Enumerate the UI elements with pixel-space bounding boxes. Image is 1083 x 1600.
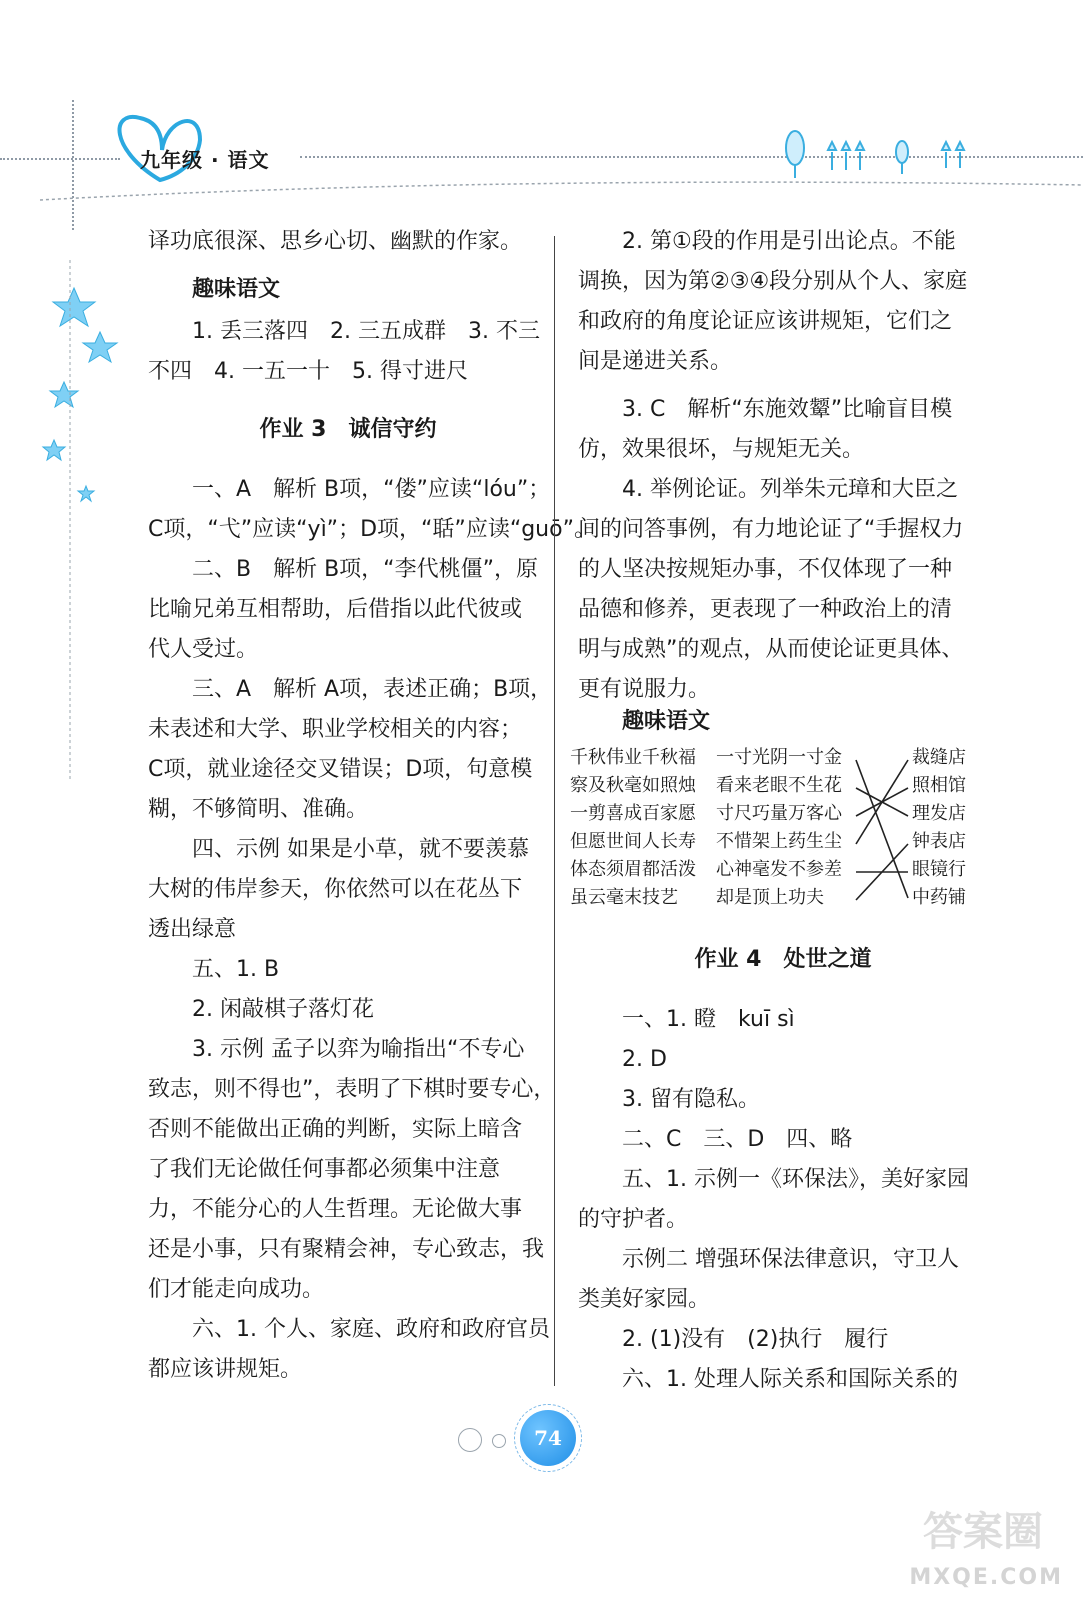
left-text-line: 四、示例 如果是小草，就不要羡慕 bbox=[192, 837, 529, 862]
matching-col3-item: 理发店 bbox=[912, 803, 966, 824]
right-text-line: 更有说服力。 bbox=[578, 677, 711, 702]
matching-col1-item: 但愿世间人长寿 bbox=[570, 831, 696, 852]
left-text-line: 一、A 解析 B项，“偻”应读“lóu”； bbox=[192, 477, 551, 502]
star-icon bbox=[50, 382, 78, 407]
right-text-line: 2. (1)没有 (2)执行 履行 bbox=[622, 1327, 889, 1352]
column-divider bbox=[554, 236, 555, 1386]
right-text-line: 趣味语文 bbox=[622, 709, 711, 734]
left-text-line: 力，不能分心的人生哲理。无论做大事 bbox=[148, 1197, 523, 1222]
left-text-line: 趣味语文 bbox=[192, 277, 281, 302]
matching-col3-item: 裁缝店 bbox=[912, 747, 966, 768]
left-text-line: 2. 闲敲棋子落灯花 bbox=[192, 997, 374, 1022]
left-text-line: 三、A 解析 A项，表述正确；B项， bbox=[192, 677, 553, 702]
star-icon bbox=[78, 486, 94, 501]
left-text-line: 译功底很深、思乡心切、幽默的作家。 bbox=[148, 229, 523, 254]
header-curve bbox=[40, 182, 1083, 200]
right-text-line: 间是递进关系。 bbox=[578, 349, 733, 374]
left-text-line: 们才能走向成功。 bbox=[148, 1277, 325, 1302]
left-text-line: 透出绿意 bbox=[148, 917, 237, 942]
left-text-line: 六、1. 个人、家庭、政府和政府官员 bbox=[192, 1317, 550, 1342]
right-text-line: 二、C 三、D 四、略 bbox=[622, 1127, 853, 1152]
left-text-line: 糊，不够简明、准确。 bbox=[148, 797, 369, 822]
watermark-url: MXQE.COM bbox=[909, 1565, 1063, 1590]
right-text-line: 六、1. 处理人际关系和国际关系的 bbox=[622, 1367, 958, 1392]
left-text-line: 否则不能做出正确的判断，实际上暗含 bbox=[148, 1117, 523, 1142]
matching-col2-item: 心神毫发不参差 bbox=[716, 859, 842, 880]
matching-col3-item: 中药铺 bbox=[912, 887, 966, 908]
right-text-line: 间的问答事例，有力地论证了“手握权力 bbox=[578, 517, 964, 542]
right-text-line: 2. 第①段的作用是引出论点。不能 bbox=[622, 229, 956, 254]
decorative-circle bbox=[492, 1434, 506, 1448]
right-text-line: 的人坚决按规矩办事，不仅体现了一种 bbox=[578, 557, 953, 582]
left-text-line: 大树的伟岸参天，你依然可以在花丛下 bbox=[148, 877, 523, 902]
left-text-line: 致志，则不得也”，表明了下棋时要专心， bbox=[148, 1077, 556, 1102]
matching-col1-item: 虽云毫末技艺 bbox=[570, 887, 678, 908]
right-text-line: 2. D bbox=[622, 1047, 667, 1072]
right-text-line: 的守护者。 bbox=[578, 1207, 689, 1232]
tulip-icons bbox=[786, 131, 964, 178]
left-text-line: 不四 4. 一五一十 5. 得寸进尺 bbox=[148, 359, 468, 384]
right-text-line: 4. 举例论证。列举朱元璋和大臣之 bbox=[622, 477, 958, 502]
page-title: 九年级 · 语文 bbox=[140, 148, 270, 172]
right-text-line: 调换，因为第②③④段分别从个人、家庭 bbox=[578, 269, 968, 294]
left-text-line: 未表述和大学、职业学校相关的内容； bbox=[148, 717, 523, 742]
left-text-line: 代人受过。 bbox=[148, 637, 259, 662]
star-icon bbox=[53, 288, 95, 326]
star-icon bbox=[43, 440, 65, 460]
left-text-line: C项，“弋”应读“yì”；D项，“聒”应读“guō”。 bbox=[148, 517, 596, 542]
matching-col3-item: 钟表店 bbox=[912, 831, 966, 852]
matching-col2-item: 一寸光阴一寸金 bbox=[716, 747, 842, 768]
decorative-circle bbox=[458, 1428, 482, 1452]
left-text-line: 都应该讲规矩。 bbox=[148, 1357, 303, 1382]
watermark bbox=[863, 1500, 1063, 1590]
left-text-line: 1. 丢三落四 2. 三五成群 3. 不三 bbox=[192, 319, 540, 344]
right-text-line: 作业 4 处世之道 bbox=[694, 947, 872, 972]
right-text-line: 明与成熟”的观点，从而使论证更具体、 bbox=[578, 637, 964, 662]
left-text-line: 比喻兄弟互相帮助，后借指以此代彼或 bbox=[148, 597, 523, 622]
left-text-line: C项，就业途径交叉错误；D项，句意模 bbox=[148, 757, 533, 782]
matching-col2-item: 不惜架上药生尘 bbox=[716, 831, 842, 852]
left-text-line: 二、B 解析 B项，“李代桃僵”，原 bbox=[192, 557, 538, 582]
right-text-line: 3. C 解析“东施效颦”比喻盲目模 bbox=[622, 397, 953, 422]
left-text-line: 五、1. B bbox=[192, 957, 280, 982]
matching-exercise bbox=[570, 746, 980, 926]
matching-col1-item: 千秋伟业千秋福 bbox=[570, 747, 696, 768]
right-text-line: 品德和修养，更表现了一种政治上的清 bbox=[578, 597, 953, 622]
right-text-line: 类美好家园。 bbox=[578, 1287, 711, 1312]
header-decoration bbox=[0, 0, 1083, 230]
page-number: 74 bbox=[520, 1410, 576, 1466]
matching-col3-item: 眼镜行 bbox=[912, 859, 966, 880]
star-decoration bbox=[0, 260, 130, 820]
matching-col3-item: 照相馆 bbox=[912, 775, 966, 796]
page-header bbox=[0, 0, 1083, 230]
right-text-line: 五、1. 示例一《环保法》，美好家园 bbox=[622, 1167, 969, 1192]
right-text-line: 一、1. 瞪 kuī sì bbox=[622, 1007, 795, 1032]
right-text-line: 3. 留有隐私。 bbox=[622, 1087, 760, 1112]
left-text-line: 3. 示例 孟子以弈为喻指出“不专心 bbox=[192, 1037, 525, 1062]
watermark-logo: 答案圈 bbox=[923, 1509, 1043, 1555]
matching-col1-item: 体态须眉都活泼 bbox=[570, 859, 696, 880]
matching-col1-item: 察及秋毫如照烛 bbox=[570, 775, 696, 796]
star-icon bbox=[83, 332, 117, 362]
matching-col1-item: 一剪喜成百家愿 bbox=[570, 803, 696, 824]
right-text-line: 示例二 增强环保法律意识，守卫人 bbox=[622, 1247, 959, 1272]
matching-col2-item: 寸尺巧量万客心 bbox=[716, 803, 842, 824]
left-text-line: 了我们无论做任何事都必须集中注意 bbox=[148, 1157, 501, 1182]
left-text-line: 还是小事，只有聚精会神，专心致志，我 bbox=[148, 1237, 545, 1262]
matching-col2-item: 看来老眼不生花 bbox=[716, 775, 842, 796]
left-text-line: 作业 3 诚信守约 bbox=[259, 417, 437, 442]
right-text-line: 和政府的角度论证应该讲规矩，它们之 bbox=[578, 309, 953, 334]
right-text-line: 仿，效果很坏，与规矩无关。 bbox=[578, 437, 865, 462]
matching-col2-item: 却是顶上功夫 bbox=[716, 887, 824, 908]
